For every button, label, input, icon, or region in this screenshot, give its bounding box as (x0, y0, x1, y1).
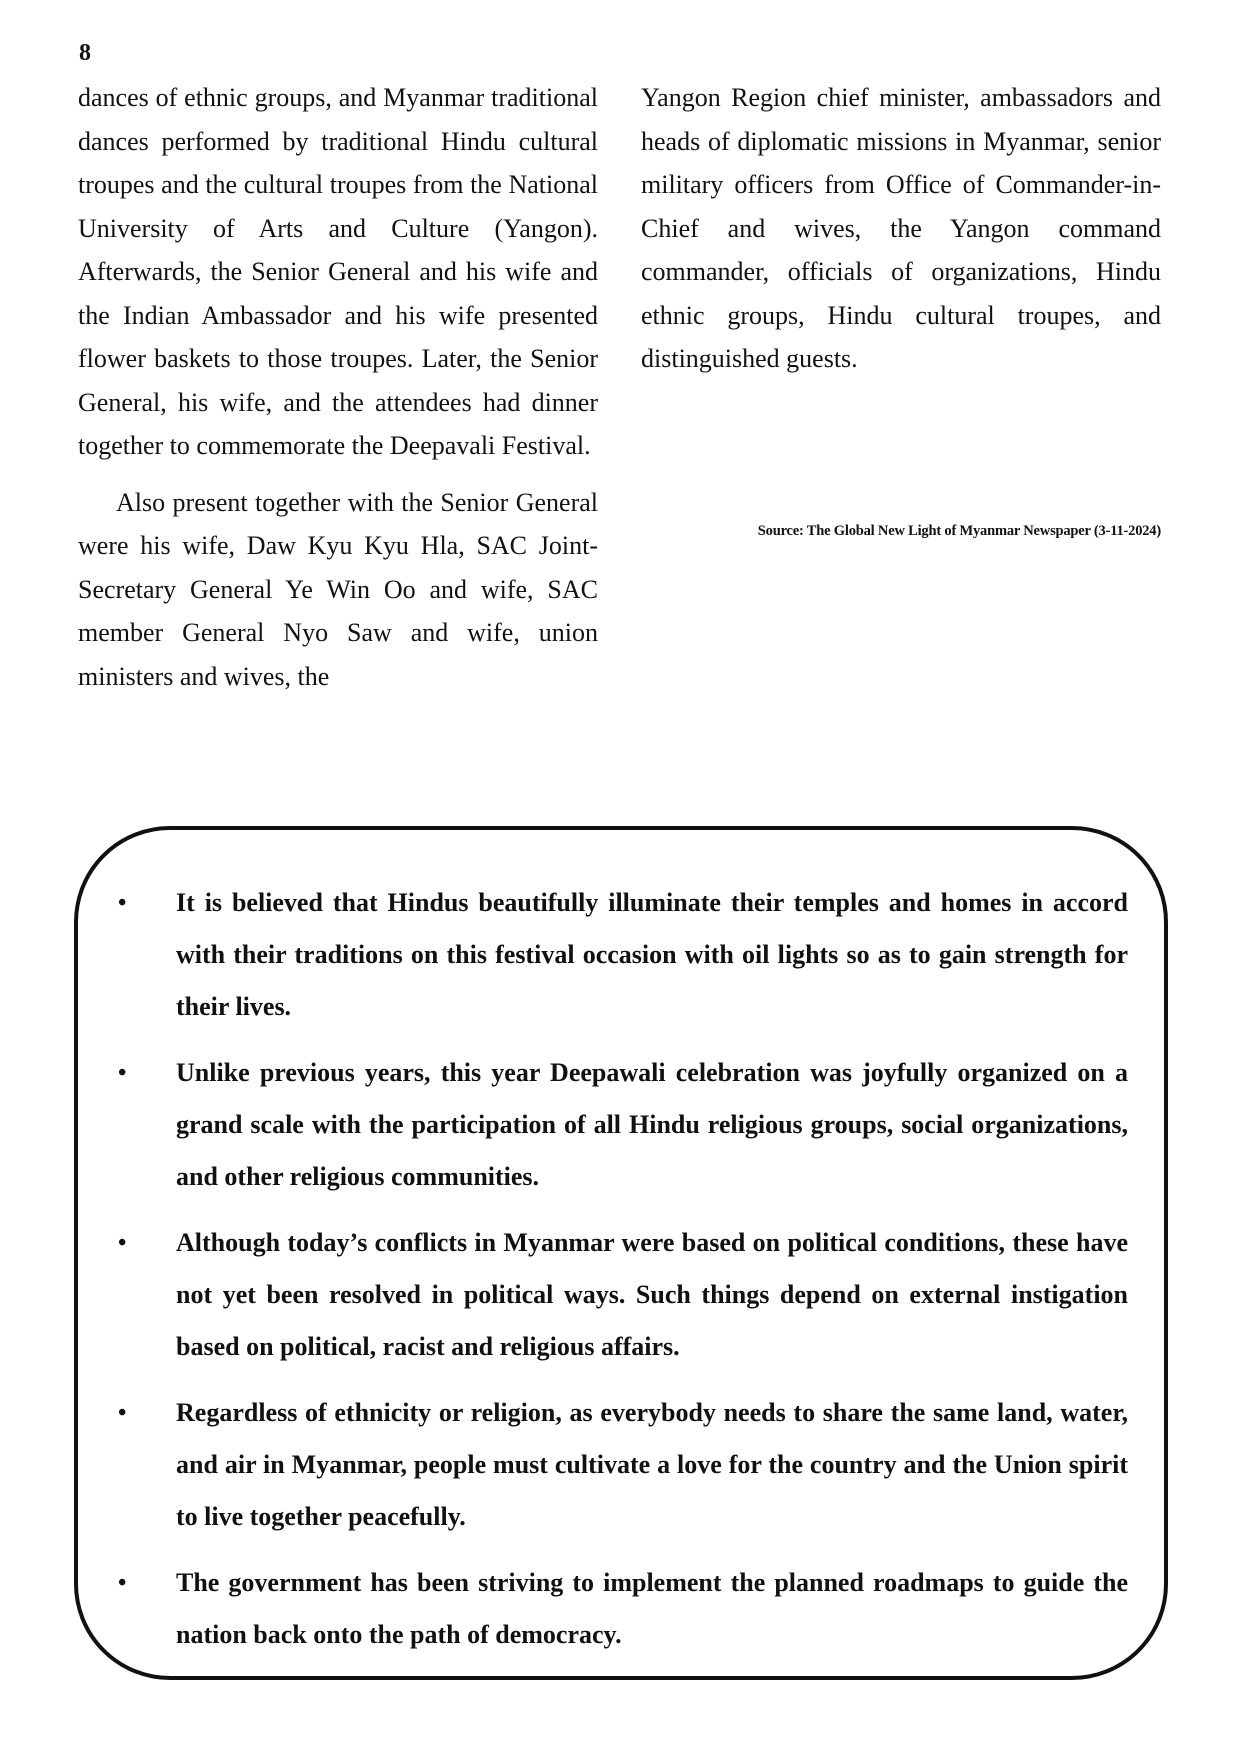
source-citation: Source: The Global New Light of Myanmar Newspaper (3-11-2024) (757, 523, 1161, 539)
article-paragraph: Also present together with the Senior General were his wife, Daw Kyu Kyu Hla, SAC Joint-Secretary General Ye Win Oo and wife, SAC member General Nyo Saw and wife, union ministers and wives, the (78, 487, 598, 691)
bullet-icon: • (118, 1570, 127, 1596)
key-points-list (118, 877, 1128, 1675)
key-point-item (118, 1557, 1128, 1661)
article-left-column (78, 76, 598, 698)
page-number: 8 (79, 40, 91, 66)
key-point-text: It is believed that Hindus beautifully illuminate their temples and homes in accord with their traditions on this festival occasion with oil lights so as to gain strength for their lives. (176, 888, 1128, 1021)
key-point-item (118, 1217, 1128, 1373)
key-points-callout-box (74, 826, 1168, 1680)
article-paragraph: Yangon Region chief minister, ambassadors and heads of diplomatic missions in Myanmar, senior military officers from Office of Commander-in-Chief and wives, the Yangon command commander, officials of organizations, Hindu ethnic groups, Hindu cultural troupes, and distinguished guests. (641, 83, 1161, 373)
key-point-text: Unlike previous years, this year Deepawali celebration was joyfully organized on a grand scale with the participation of all Hindu religious groups, social organizations, and other religious communities. (176, 1058, 1128, 1191)
bullet-icon: • (118, 890, 127, 916)
article-right-column (641, 76, 1161, 381)
key-point-text: Regardless of ethnicity or religion, as everybody needs to share the same land, water, and air in Myanmar, people must cultivate a love for the country and the Union spirit to live together peacefully. (176, 1398, 1128, 1531)
article-paragraph: dances of ethnic groups, and Myanmar traditional dances performed by traditional Hindu cultural troupes and the cultural troupes from the National University of Arts and Culture (Yangon). Afterwards, the Senior General and his wife and the Indian Ambassador and his wife presented flower baskets to those troupes. Later, the Senior General, his wife, and the attendees had dinner together to commemorate the Deepavali Festival. (78, 83, 598, 460)
key-point-item (118, 1387, 1128, 1543)
key-point-item (118, 877, 1128, 1033)
bullet-icon: • (118, 1230, 127, 1256)
key-point-item (118, 1047, 1128, 1203)
key-point-text: Although today’s conflicts in Myanmar were based on political conditions, these have not yet been resolved in political ways. Such things depend on external instigation based on political, racist and religious affairs. (176, 1228, 1128, 1361)
bullet-icon: • (118, 1060, 127, 1086)
key-point-text: The government has been striving to implement the planned roadmaps to guide the nation back onto the path of democracy. (176, 1568, 1128, 1649)
bullet-icon: • (118, 1400, 127, 1426)
